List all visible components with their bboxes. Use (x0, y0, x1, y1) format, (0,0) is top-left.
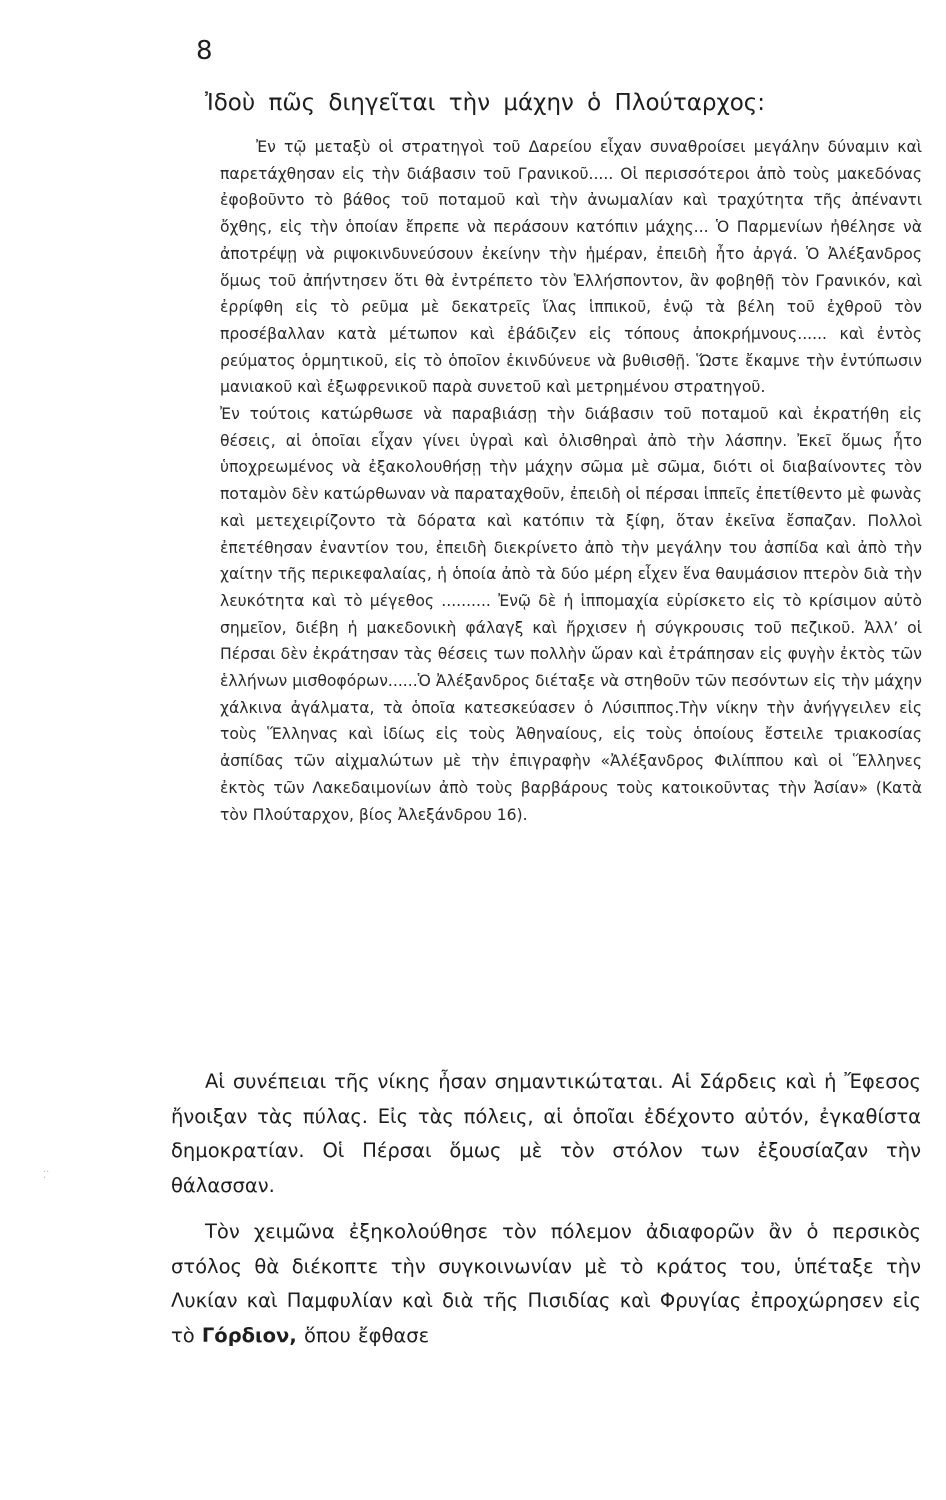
quote-paragraph-2: Ἐν τούτοις κατώρθωσε νὰ παραβιάσῃ τὴν διάβασιν τοῦ ποταμοῦ καὶ ἐκρατήθη εἰς θέσεις, αἱ ὁποῖαι εἶχαν γίνει ὑγραὶ καὶ ὀλισθηραὶ ἀπὸ τὴν λάσπην. Ἐκεῖ ὅμως ἦτο ὑποχρεωμένος νὰ ἐξακολουθήσῃ τὴν μάχην σῶμα μὲ σῶμα, διότι οἱ διαβαίνοντες τὸν ποταμὸν δὲν κατώρθωναν νὰ παραταχθοῦν, ἐπειδὴ οἱ πέρσαι ἱππεῖς ἐπετίθεντο μὲ φωνὰς καὶ μετεχειρίζοντο τὰ δόρατα καὶ κατόπιν τὰ ξίφη, ὅταν ἐκεῖνα ἔσπαζαν. Πολλοὶ ἐπετέθησαν ἐναντίον του, ἐπειδὴ διεκρίνετο ἀπὸ τὴν μεγάλην του ἀσπίδα καὶ ἀπὸ τὴν χαίτην τῆς περικεφαλαίας, ἡ ὁποία ἀπὸ τὰ δύο μέρη εἶχεν ἕνα θαυμάσιον πτερὸν διὰ τὴν λευκότητα καὶ τὸ μέγεθος .......... Ἐνῷ δὲ ἡ ἱππομαχία εὑρίσκετο εἰς τὸ κρίσιμον αὐτὸ σημεῖον, διέβη ἡ μακεδονικὴ φάλαγξ καὶ ἤρχισεν ἡ σύγκρουσις τοῦ πεζικοῦ. Ἀλλ’ οἱ Πέρσαι δὲν ἐκράτησαν τὰς θέσεις των πολλὴν ὥραν καὶ ἐτράπησαν εἰς φυγὴν ἐκτὸς τῶν ἑλλήνων μισθοφόρων......Ὁ Ἀλέξανδρος διέταξε νὰ στηθοῦν τῶν πεσόντων εἰς τὴν μάχην χάλκινα ἀγάλματα, τὰ ὁποῖα κατεσκεύασεν ὁ Λύσιππος.Τὴν νίκην τὴν ἀνήγγειλεν εἰς τοὺς Ἕλληνας καὶ ἰδίως εἰς τοὺς Ἀθηναίους, εἰς τοὺς ὁποίους ἔστειλε τριακοσίας ἀσπίδας τῶν αἰχμαλώτων μὲ τὴν ἐπιγραφὴν «Ἀλέξανδρος Φιλίππου καὶ οἱ Ἕλληνες ἐκτὸς τῶν Λακεδαιμονίων ἀπὸ τοὺς βαρβάρους τοὺς κατοικοῦντας τὴν Ἀσίαν» (Κατὰ τὸν Πλούταρχον, βίος Ἀλεξάνδρου 16). (220, 405, 922, 824)
body-paragraph-2-end: ὅπου ἔφθασε (303, 1323, 430, 1347)
body-paragraph-1: Αἱ συνέπειαι τῆς νίκης ἦσαν σημαντικώταται. Αἱ Σάρδεις καὶ ἡ Ἔφεσος ἤνοιξαν τὰς πύλας. Εἰς τὰς πόλεις, αἱ ὁποῖαι ἐδέχοντο αὐτόν, ἐγκαθίστα δημοκρατίαν. Οἱ Πέρσαι ὅμως μὲ τὸν στόλον των ἐξουσίαζαν τὴν θάλασσαν. (171, 1070, 921, 1197)
plutarch-quote (220, 134, 922, 828)
quote-paragraph-1: Ἐν τῷ μεταξὺ οἱ στρατηγοὶ τοῦ Δαρείου εἶχαν συναθροίσει μεγάλην δύναμιν καὶ παρετάχθησαν εἰς τὴν διάβασιν τοῦ Γρανικοῦ..... Οἱ περισσότεροι ἀπὸ τοὺς μακεδόνας ἐφοβοῦντο τὸ βάθος τοῦ ποταμοῦ καὶ τὴν ἀνωμαλίαν καὶ τραχύτητα τῆς ἀπέναντι ὄχθης, εἰς τὴν ὁποίαν ἔπρεπε νὰ περάσουν κατόπιν μάχης... Ὁ Παρμενίων ἠθέλησε νὰ ἀποτρέψῃ νὰ ριψοκινδυνεύσουν ἐκείνην τὴν ἡμέραν, ἐπειδὴ ἦτο ἀργά. Ὁ Ἀλέξανδρος ὅμως τοῦ ἀπήντησεν ὅτι θὰ ἐντρέπετο τὸν Ἑλλήσποντον, ἂν φοβηθῇ τὸν Γρανικόν, καὶ ἐρρίφθη εἰς τὸ ρεῦμα μὲ δεκατρεῖς ἴλας ἱππικοῦ, ἐνῷ τὰ βέλη τοῦ ἐχθροῦ τὸν προσέβαλλαν κατὰ μέτωπον καὶ ἐβάδιζεν εἰς τόπους ἀποκρήμνους...... καὶ ἐντὸς ρεύματος ὁρμητικοῦ, εἰς τὸ ὁποῖον ἐκινδύνευε νὰ βυθισθῇ. Ὥστε ἔκαμνε τὴν ἐντύπωσιν μανιακοῦ καὶ ἐξωφρενικοῦ παρὰ συνετοῦ καὶ μετρημένου στρατηγοῦ. (220, 138, 922, 397)
main-text (171, 1065, 921, 1365)
section-heading: Ἰδοὺ πῶς διηγεῖται τὴν μάχην ὁ Πλούταρχος: (205, 90, 766, 116)
scan-speck: ·· · (43, 1167, 50, 1184)
body-paragraph-2 (171, 1215, 921, 1353)
body-paragraph-2-start: Τὸν χειμῶνα ἐξηκολούθησε τὸν πόλεμον ἀδιαφορῶν ἂν ὁ περσικὸς στόλος θὰ διέκοπτε τὴν συγκοινωνίαν μὲ τὸ κράτος του, ὑπέταξε τὴν Λυκίαν καὶ Παμφυλίαν καὶ διὰ τῆς Πισιδίας καὶ Φρυγίας ἐπροχώρησεν εἰς τὸ (171, 1220, 921, 1347)
place-name-gordion: Γόρδιον, (201, 1323, 297, 1347)
page-number: 8 (196, 36, 214, 66)
